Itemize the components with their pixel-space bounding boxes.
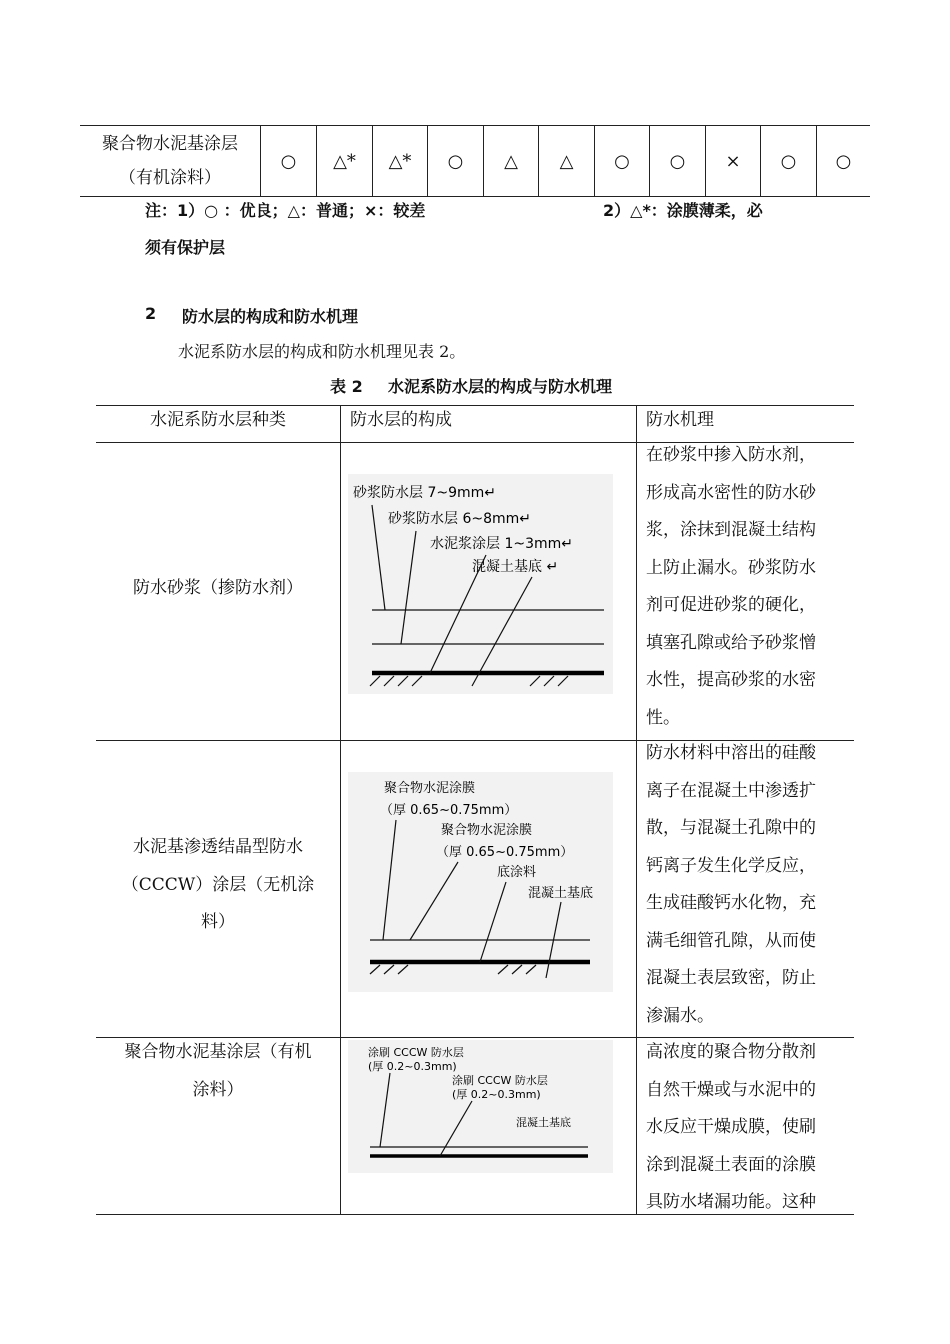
rating-symbol: △* bbox=[333, 150, 356, 172]
row2-mechanism bbox=[646, 735, 816, 1035]
mechanism-line: 钙离子发生化学反应， bbox=[646, 855, 816, 876]
mechanism-line: 形成高水密性的防水砂 bbox=[646, 482, 816, 503]
note-line-2: 须有保护层 bbox=[145, 238, 226, 257]
mechanism-line: 填塞孔隙或给予砂浆憎 bbox=[646, 632, 816, 653]
section-intro: 水泥系防水层的构成和防水机理见表 2。 bbox=[178, 342, 466, 361]
diagram-label: 混凝土基底 bbox=[528, 886, 594, 901]
diagram-label: 涂刷 CCCW 防水层 bbox=[452, 1074, 548, 1087]
row3-type-line: 涂料） bbox=[192, 1079, 244, 1100]
mechanism-line: 散，与混凝土孔隙中的 bbox=[646, 818, 816, 838]
rating-symbol: × bbox=[725, 150, 741, 172]
mechanism-line: 上防止漏水。砂浆防水 bbox=[646, 557, 816, 578]
diagram-polymer-svg bbox=[348, 1040, 613, 1173]
diagram-label: 砂浆防水层 6~8mm↵ bbox=[388, 511, 532, 527]
rating-symbol: ○ bbox=[669, 150, 686, 172]
row3-type-line: 聚合物水泥基涂层（有机 bbox=[124, 1042, 312, 1062]
diagram-label: (厚 0.2~0.3mm) bbox=[452, 1088, 541, 1101]
diagram-label: (厚 0.2~0.3mm) bbox=[368, 1060, 457, 1073]
diagram-label: 涂刷 CCCW 防水层 bbox=[368, 1046, 464, 1059]
header-mechanism: 防水机理 bbox=[646, 410, 714, 430]
row2-type bbox=[96, 829, 340, 942]
mechanism-line: 防水材料中溶出的硅酸 bbox=[646, 743, 816, 763]
diagram-mortar-svg bbox=[348, 474, 613, 694]
mechanism-line: 在砂浆中掺入防水剂， bbox=[646, 445, 816, 465]
table-caption-number: 表 2 bbox=[330, 377, 363, 396]
note-line-1-right: 2）△*：涂膜薄柔，必 bbox=[603, 201, 763, 220]
diagram-label: 砂浆防水层 7~9mm↵ bbox=[353, 485, 497, 501]
row1-mechanism bbox=[646, 437, 816, 737]
diagram-label: 混凝土基底 bbox=[516, 1116, 571, 1129]
mechanism-line: 高浓度的聚合物分散剂 bbox=[646, 1042, 816, 1062]
mechanism-line: 浆，涂抹到混凝土结构 bbox=[646, 520, 816, 540]
mechanism-line: 生成硅酸钙水化物，充 bbox=[646, 893, 816, 913]
row3-type bbox=[96, 1034, 340, 1109]
table-caption-title: 水泥系防水层的构成与防水机理 bbox=[388, 377, 613, 396]
top-rating-table bbox=[80, 125, 870, 197]
mechanism-line: 水性，提高砂浆的水密 bbox=[646, 670, 816, 690]
row-label-line1: 聚合物水泥基涂层 bbox=[102, 134, 238, 154]
row3-mechanism bbox=[646, 1034, 816, 1222]
header-type: 水泥系防水层种类 bbox=[150, 410, 286, 430]
row2-type-line: 料） bbox=[201, 912, 235, 932]
rating-symbol: ○ bbox=[280, 150, 297, 172]
rating-symbol: ○ bbox=[447, 150, 464, 172]
section-title: 防水层的构成和防水机理 bbox=[182, 307, 359, 326]
row2-type-line: （CCCW）涂层（无机涂 bbox=[121, 874, 315, 895]
top-table-row-label bbox=[80, 126, 260, 196]
diagram-label: （厚 0.65~0.75mm） bbox=[380, 803, 518, 818]
rating-symbol: ○ bbox=[614, 150, 630, 172]
mechanism-line: 渗漏水。 bbox=[646, 1005, 714, 1026]
mechanism-line: 涂到混凝土表面的涂膜 bbox=[646, 1154, 816, 1175]
diagram-label: 混凝土基底 ↵ bbox=[472, 559, 559, 575]
table-divider bbox=[636, 405, 637, 1215]
row2-type-line: 水泥基渗透结晶型防水 bbox=[133, 837, 303, 857]
mechanism-line: 满毛细管孔隙，从而使 bbox=[646, 930, 816, 951]
row1-type-line: 防水砂浆（掺防水剂） bbox=[133, 578, 303, 598]
note-line-1: 注：1）○ ：优良；△：普通；×：较差 bbox=[145, 201, 426, 220]
diagram-label: 聚合物水泥涂膜 bbox=[441, 823, 533, 838]
mechanism-line: 混凝土表层致密，防止 bbox=[646, 968, 816, 988]
row-label-line2: （有机涂料） bbox=[119, 168, 221, 188]
diagram-label: （厚 0.65~0.75mm） bbox=[436, 845, 574, 860]
diagram-label: 底涂料 bbox=[497, 865, 537, 880]
rating-symbol: △ bbox=[559, 150, 574, 172]
mechanism-line: 自然干燥或与水泥中的 bbox=[646, 1079, 816, 1100]
section-number: 2 bbox=[145, 304, 157, 323]
rating-symbol: △ bbox=[504, 150, 518, 172]
table-divider bbox=[340, 405, 341, 1215]
rating-symbol: ○ bbox=[835, 150, 852, 172]
mechanism-line: 具防水堵漏功能。这种 bbox=[646, 1192, 816, 1212]
diagram-cccw-svg bbox=[348, 772, 613, 992]
mechanism-line: 水反应干燥成膜，使刷 bbox=[646, 1117, 816, 1137]
rating-symbol: △* bbox=[388, 150, 412, 172]
diagram-label: 水泥浆涂层 1~3mm↵ bbox=[430, 536, 574, 552]
diagram-cccw-layers bbox=[348, 772, 613, 992]
mechanism-line: 性。 bbox=[646, 707, 680, 728]
mechanism-line: 剂可促进砂浆的硬化， bbox=[646, 595, 816, 615]
row1-type bbox=[96, 570, 340, 608]
diagram-mortar-layers bbox=[348, 474, 613, 694]
mechanism-line: 离子在混凝土中渗透扩 bbox=[646, 780, 816, 801]
rating-symbol: ○ bbox=[780, 150, 797, 172]
diagram-label: 聚合物水泥涂膜 bbox=[384, 781, 476, 796]
header-composition: 防水层的构成 bbox=[350, 410, 452, 430]
diagram-polymer-layers bbox=[348, 1040, 613, 1173]
